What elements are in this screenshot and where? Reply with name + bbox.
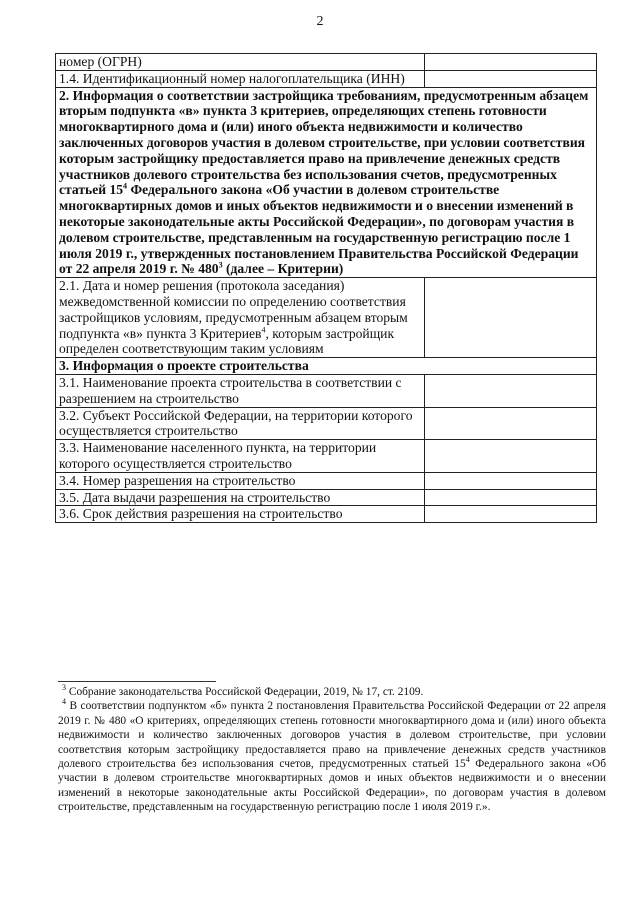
settlement-value-cell[interactable] <box>425 440 597 473</box>
table-row <box>56 278 597 358</box>
permit-validity-value-cell[interactable] <box>425 506 597 523</box>
ogrn-value-cell[interactable] <box>425 54 597 71</box>
table-row <box>56 54 597 71</box>
developer-info-table <box>55 53 597 523</box>
commission-decision-value-cell[interactable] <box>425 278 597 358</box>
footnote-3: $^3$ Собрание законодательства Российской Федерации, 2019, № 17, ст. 2109. <box>62 683 424 698</box>
region-label: 3.2. Субъект Российской Федерации, на территории которого осуществляется строительство <box>56 407 425 440</box>
section-2-header <box>56 87 597 278</box>
permit-date-value-cell[interactable] <box>425 489 597 506</box>
table-row <box>56 407 597 440</box>
section-3-header <box>56 358 597 375</box>
table-row <box>56 489 597 506</box>
permit-number-value-cell[interactable] <box>425 472 597 489</box>
section-3-title: 3. Информация о проекте строительства <box>56 358 597 375</box>
project-name-label: 3.1. Наименование проекта строительства в соответствии с разрешением на строительство <box>56 374 425 407</box>
table-row <box>56 506 597 523</box>
footnote-divider <box>58 681 216 682</box>
inn-value-cell[interactable] <box>425 70 597 87</box>
table-row <box>56 70 597 87</box>
section-2-title: 2. Информация о соответствии застройщика требованиям, предусмотренным абзацем вторым подпункта «в» пункта 3 критериев, определяющих степень готовности многоквартирного дома и (или) иного объекта недвижимости и количество заключенных договоров участия в долевом строительстве, при условии соответствия которым застройщику предоставляется право на привлечение денежных средств участников долевого строительства без использования счетов, предусмотренных статьей $15^4$ Федерального закона «Об участии в долевом строительстве многоквартирных домов и иных объектов недвижимости и о внесении изменений в некоторые законодательные акты Российской Федерации», по договорам участия в долевом строительстве, представленным на государственную регистрацию после 1 июля 2019 г., утвержденных постановлением Правительства Российской Федерации от 22 апреля 2019 г. № $480^3$ (далее – Критерии) <box>56 87 597 278</box>
inn-label: 1.4. Идентификационный номер налогоплательщика (ИНН) <box>56 70 425 87</box>
ogrn-label: номер (ОГРН) <box>56 54 425 71</box>
settlement-label: 3.3. Наименование населенного пункта, на территории которого осуществляется строительство <box>56 440 425 473</box>
table-row <box>56 440 597 473</box>
permit-number-label: 3.4. Номер разрешения на строительство <box>56 472 425 489</box>
footnote-4: $^4$ В соответствии подпунктом «б» пункта 2 постановления Правительства Российской Федерации от 22 апреля 2019 г. № 480 «О критериях, определяющих степень готовности многоквартирного дома и (или) иного объекта недвижимости и количество заключенных договоров участия в долевом строительстве, при условии соответствия которым застройщику предоставляется право на привлечение денежных средств участников долевого строительства без использования счетов, предусмотренных статьей $15^4$ Федерального закона «Об участии в долевом строительстве многоквартирных домов и иных объектов недвижимости и о внесении изменений в некоторые законодательные акты Российской Федерации», по договорам участия в долевом строительстве, представленным на государственную регистрацию после 1 июля 2019 г.». <box>58 697 606 814</box>
permit-validity-label: 3.6. Срок действия разрешения на строительство <box>56 506 425 523</box>
project-name-value-cell[interactable] <box>425 374 597 407</box>
commission-decision-label: 2.1. Дата и номер решения (протокола заседания) межведомственной комиссии по определению соответствия застройщиков условиям, предусмотренным абзацем вторым подпункта «в» пункта 3 Критериев$^4$, которым застройщик определен соответствующим таким условиям <box>56 278 425 358</box>
permit-date-label: 3.5. Дата выдачи разрешения на строительство <box>56 489 425 506</box>
region-value-cell[interactable] <box>425 407 597 440</box>
table-row <box>56 374 597 407</box>
table-row <box>56 472 597 489</box>
page-number: 2 <box>316 14 324 29</box>
footnotes <box>58 685 606 815</box>
